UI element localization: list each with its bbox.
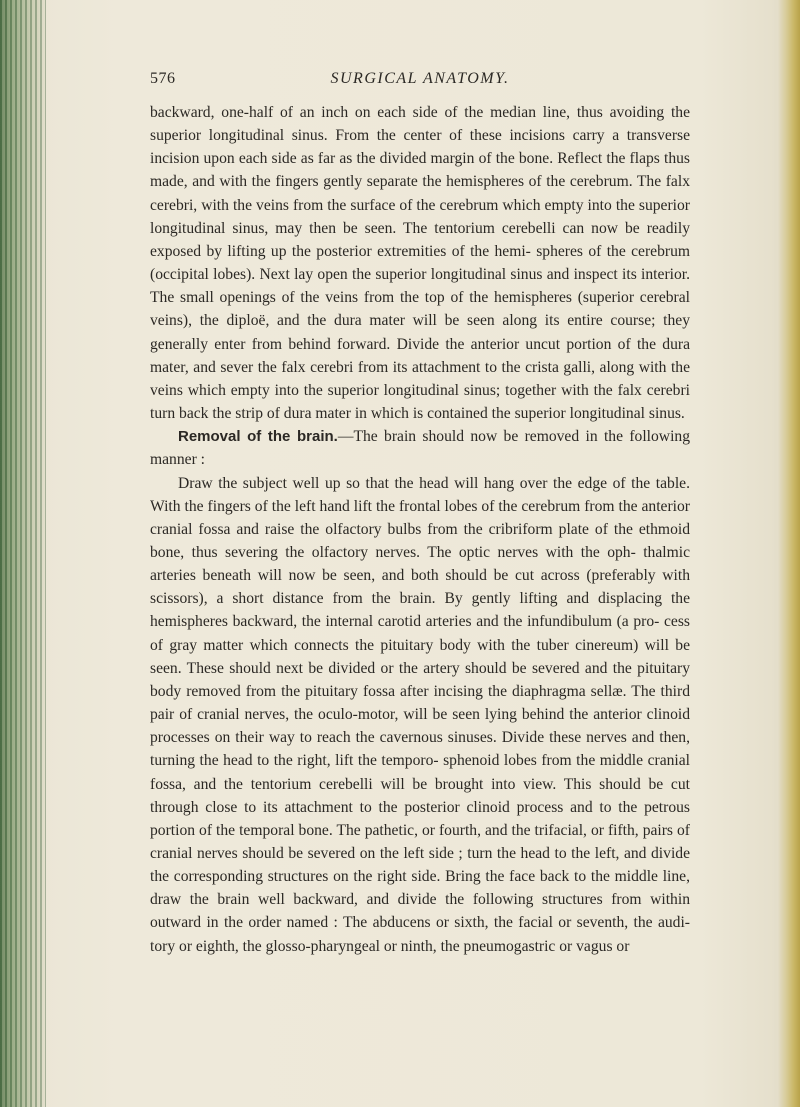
page-edge-shadow xyxy=(778,0,800,1107)
page-header xyxy=(150,70,690,94)
paragraph: Draw the subject well up so that the head will hang over the edge of the table. With the fingers of the left hand lift the frontal lobes of the cerebrum from the anterior cranial fossa and raise the olfactory bulbs from the cribriform plate of the ethmoid bone, thus severing the olfactory nerves. The optic nerves with the oph- thalmic arteries beneath will now be seen, and both should be cut across (preferably with scissors), a short distance from the brain. By gently lifting and displacing the hemispheres backward, the internal carotid arteries and the infundibulum (a pro- cess of gray matter which connects the pituitary body with the tuber cinereum) will be seen. These should next be divided or the artery should be severed and the pituitary body removed from the pituitary fossa after incising the diaphragma sellæ. The third pair of cranial nerves, the oculo-motor, will be seen lying behind the anterior clinoid processes on their way to reach the cavernous sinuses. Divide these nerves and then, turning the head to the right, lift the temporo- sphenoid lobes from the middle cranial fossa, and the tentorium cerebelli will be brought into view. This should be cut through close to its attachment to the posterior clinoid process and to the petrous portion of the temporal bone. The pathetic, or fourth, and the trifacial, or fifth, pairs of cranial nerves should be severed on the left side ; turn the head to the left, and divide the corresponding structures on the right side. Bring the face back to the middle line, draw the brain well backward, and divide the following structures from within outward in the order named : The abducens or sixth, the facial or seventh, the audi- tory or eighth, the glosso-pharyngeal or ninth, the pneumogastric or vagus or xyxy=(150,474,690,955)
book-binding-edge xyxy=(0,0,46,1107)
body-text xyxy=(150,101,690,958)
section-paragraph xyxy=(150,425,690,471)
page-number: 576 xyxy=(150,70,176,87)
section-intro-text: —The brain should now be removed in the following manner : xyxy=(150,428,690,469)
paragraph: backward, one-half of an inch on each side of the median line, thus avoiding the superior longitudinal sinus. From the center of these incisions carry a transverse incision upon each side as far as the divided margin of the bone. Reflect the flaps thus made, and with the fingers gently separate the hemispheres of the cerebrum. The falx cerebri, with the veins from the surface of the cerebrum which empty into the superior longitudinal sinus, may then be seen. The tentorium cerebelli can now be readily exposed by lifting up the posterior extremities of the hemi- spheres of the cerebrum (occipital lobes). Next lay open the superior longitudinal sinus and inspect its interior. The small openings of the veins from the top of the hemispheres (superior cerebral veins), the diploë, and the dura mater will be seen along its entire course; they generally enter from behind forward. Divide the anterior uncut portion of the dura mater, and sever the falx cerebri from its attachment to the crista galli, along with the veins which empty into the superior longitudinal sinus; together with the falx cerebri turn back the strip of dura mater in which is contained the superior longitudinal sinus. xyxy=(150,104,690,423)
section-heading: Removal of the brain. xyxy=(178,428,338,446)
running-title: SURGICAL ANATOMY. xyxy=(330,70,510,87)
